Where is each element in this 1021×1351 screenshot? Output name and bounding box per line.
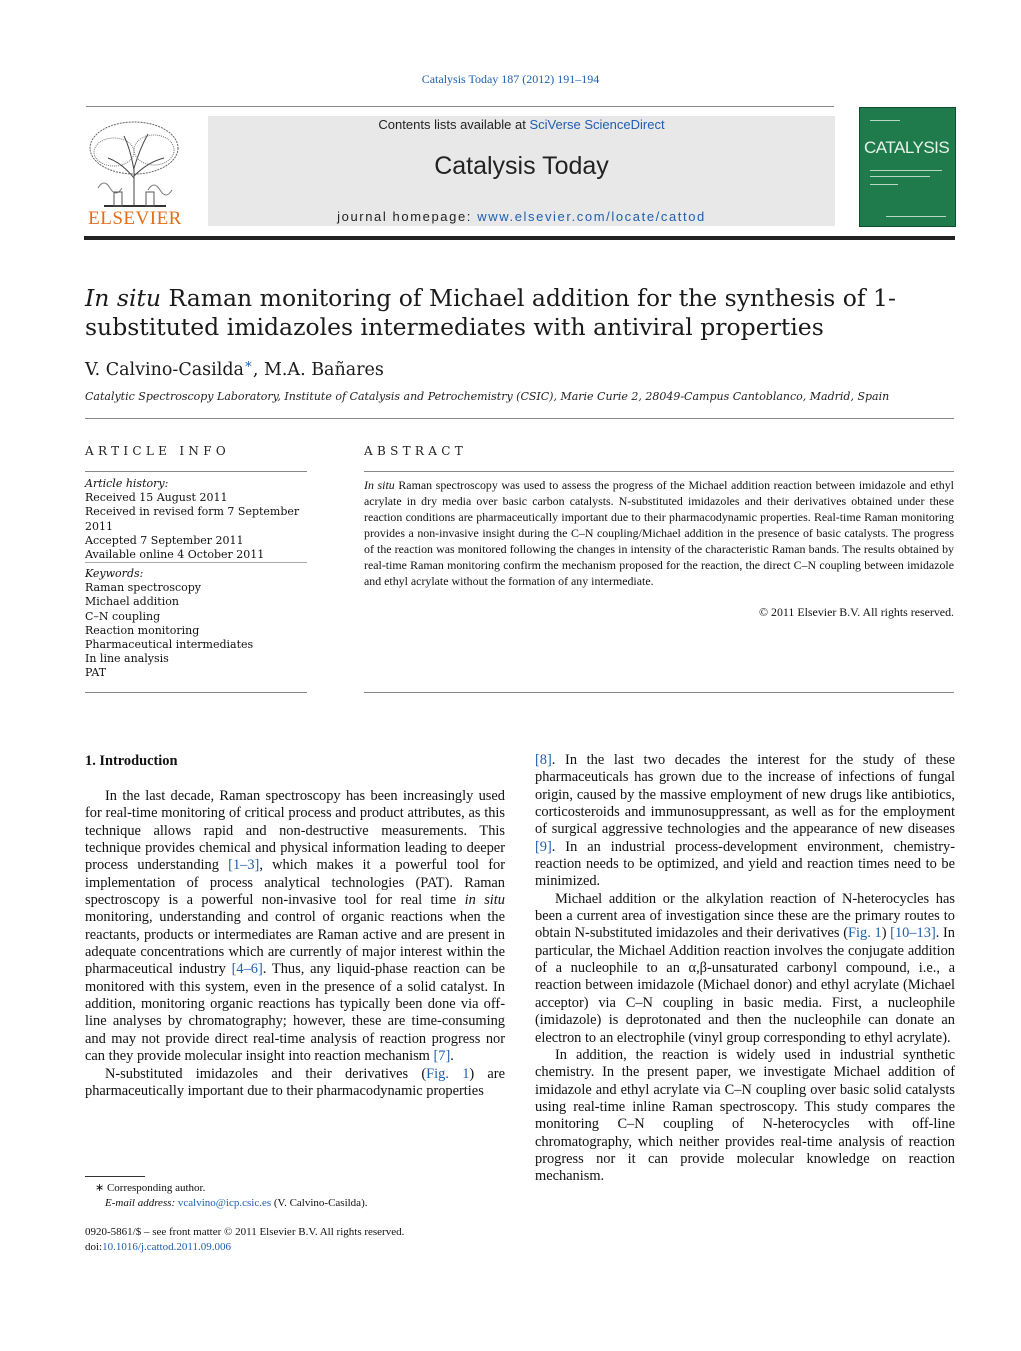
section-heading-introduction: 1. Introduction <box>85 753 178 769</box>
author-separator: , <box>252 359 264 380</box>
keyword-item: C–N coupling <box>85 609 161 623</box>
intro-text: ) <box>881 925 891 942</box>
keyword-item: Michael addition <box>85 595 179 609</box>
contents-prefix: Contents lists available at <box>378 117 530 132</box>
reference-link[interactable]: [7] <box>433 1048 451 1065</box>
homepage-link[interactable]: www.elsevier.com/locate/cattod <box>477 209 706 224</box>
intro-text: . In the last two decades the interest for the study of these pharmaceuticals has grown due to the increase of infections of fungal origin, caused by the massive employment of new drugs like antibiotics, corticosteroids and immunosuppressant, as well as for the employment of surgical aggressive technologies and the appearance of new diseases <box>535 752 955 838</box>
intro-paragraph: In addition, the reaction is widely used in industrial synthetic chemistry. In the present paper, we investigate Michael addition of imidazole and ethyl acrylate via C–N coupling over basic solid catalysts using real-time inline Raman spectroscopy. This study compares the monitoring C–N coupling of N-heterocycles with off-line chromatography, which neither provides real-time analysis of reaction progress nor it can provide molecular knowledge on reaction mechanism. <box>535 1046 955 1185</box>
journal-citation[interactable]: Catalysis Today 187 (2012) 191–194 <box>421 72 600 86</box>
reference-link[interactable]: [1–3] <box>228 857 260 874</box>
article-title <box>85 284 955 342</box>
abstract-text <box>364 477 954 589</box>
journal-cover-thumbnail[interactable] <box>859 107 956 227</box>
cover-title: CATALYSIS <box>864 138 950 157</box>
footnote-text: Corresponding author. <box>104 1182 206 1194</box>
issn-line: 0920-5861/$ – see front matter © 2011 Elsevier B.V. All rights reserved. <box>85 1226 405 1238</box>
intro-text: Michael addition or the alkylation reaction of N-heterocycles has been a current area of investigation since these are the primary routes to obtain N-substituted imidazoles and their derivatives ( <box>535 890 955 942</box>
article-info-divider <box>85 562 307 563</box>
reference-link[interactable]: [9] <box>535 838 552 855</box>
keyword-item: Reaction monitoring <box>85 623 200 637</box>
elsevier-tree-icon <box>84 118 186 208</box>
corresponding-author-mark[interactable]: ∗ <box>243 357 253 372</box>
email-label: E-mail address: <box>105 1197 176 1209</box>
author-list <box>85 357 384 380</box>
body-column-left <box>85 788 505 1100</box>
abstract-copyright: © 2011 Elsevier B.V. All rights reserved. <box>759 605 954 619</box>
contents-line <box>208 117 835 132</box>
history-item: Available online 4 October 2011 <box>85 548 265 562</box>
intro-text: N-substituted imidazoles and their derivatives ( <box>105 1065 427 1082</box>
sciencedirect-link[interactable]: SciVerse ScienceDirect <box>529 117 665 132</box>
intro-italic-text: in situ <box>464 892 505 909</box>
affiliation: Catalytic Spectroscopy Laboratory, Institute of Catalysis and Petrochemistry (CSIC), Marie Curie 2, 28049-Campus Cantoblanco, Madrid, Spain <box>85 390 890 403</box>
article-info-rule-bottom <box>85 692 307 693</box>
intro-text: . <box>450 1048 454 1065</box>
keyword-item: PAT <box>85 666 107 680</box>
intro-text: . In particular, the Michael Addition reaction involves the conjugate addition of a nucleophile to an α,β-unsaturated carbonyl compound, i.e., a reaction between imidazole (Michael donor) and ethyl acrylate (Michael acceptor) via C–N coupling in basic media. First, a nucleophile (imidazole) is deprotonated and then the nucleophile can donate an electron to an electrophile (vinyl group corresponding to ethyl acrylate). <box>535 925 955 1046</box>
abstract-body: Raman spectroscopy was used to assess the progress of the Michael addition reaction between imidazole and ethyl acrylate in dry media over basic carbon catalysts. N-substituted imidazoles and their derivatives obtained under these reaction conditions are pharmaceutically important due to their pharmacodynamic properties. Real-time Raman monitoring provides a non-invasive insight during the C–N coupling/Michael addition in the presence of basic catalysts. The progress of the reaction was monitored following the changes in intensity of the characteristic Raman bands. The results obtained by real-time Raman monitoring confirm the mechanism proposed for the reaction, the direct C–N coupling between imidazole and ethyl acrylate without the formation of any intermediate. <box>364 478 954 588</box>
intro-paragraph <box>85 788 505 1066</box>
article-info-heading: ARTICLE INFO <box>85 444 230 458</box>
history-item: Accepted 7 September 2011 <box>85 533 244 547</box>
header-rule-top <box>86 106 834 107</box>
footnote-line <box>85 1181 505 1196</box>
cover-decor-line <box>870 120 900 121</box>
intro-text: , which makes it a powerful tool for implementation of process analytical technologies (PAT). Raman spectroscopy is a powerful non-invasive tool for real time <box>85 857 505 909</box>
abstract-rule <box>364 471 954 472</box>
intro-text: ) are pharmaceutically important due to their pharmacodynamic properties <box>85 1065 505 1099</box>
abstract-heading: ABSTRACT <box>364 444 467 458</box>
footnote-mark: ∗ <box>95 1182 105 1194</box>
intro-paragraph <box>535 752 955 891</box>
homepage-prefix: journal homepage: <box>337 209 478 224</box>
history-heading: Article history: <box>85 477 169 490</box>
intro-paragraph <box>85 1066 505 1101</box>
reference-link[interactable]: [10–13] <box>890 925 936 942</box>
keywords <box>85 567 310 681</box>
elsevier-logo[interactable] <box>84 118 186 230</box>
doi-line <box>85 1240 505 1255</box>
intro-text: monitoring, understanding and control of organic reactions when the reactants, products or intermediates are Raman active and are present in adequate concentrations which are currently of major interest within the pharmaceutical industry <box>85 909 505 978</box>
cover-decor-line <box>870 176 930 177</box>
title-rest: Raman monitoring of Michael addition for the synthesis of 1-substituted imidazoles intermediates with antiviral properties <box>85 284 896 341</box>
corresponding-author-footnote <box>85 1181 505 1211</box>
header-rule-bottom <box>84 236 955 240</box>
figure-link[interactable]: Fig. 1 <box>426 1065 470 1082</box>
journal-title[interactable]: Catalysis Today <box>434 152 609 180</box>
footnote-email-line <box>85 1196 505 1211</box>
doi-prefix: doi: <box>85 1241 103 1253</box>
history-item: Received 15 August 2011 <box>85 491 228 505</box>
intro-paragraph <box>535 891 955 1047</box>
article-info-rule <box>85 471 307 472</box>
history-item: Received in revised form 7 September 2011 <box>85 505 300 533</box>
email-owner: (V. Calvino-Casilda). <box>271 1197 368 1209</box>
title-italic: In situ <box>85 284 162 312</box>
figure-link[interactable]: Fig. 1 <box>848 925 882 942</box>
cover-decor-line <box>886 216 946 217</box>
reference-link[interactable]: [8] <box>535 752 552 768</box>
reference-link[interactable]: [4–6] <box>231 961 263 978</box>
elsevier-wordmark: ELSEVIER <box>88 208 182 229</box>
journal-homepage-line <box>208 209 835 224</box>
article-history <box>85 477 310 562</box>
affiliation-rule <box>85 418 954 419</box>
intro-text: . In an industrial process-development environment, chemistry-reaction needs to be optimized, and yield and reaction times need to be minimized. <box>535 838 955 890</box>
cover-decor-line <box>870 184 898 185</box>
body-column-right <box>535 752 955 1186</box>
intro-text: . Thus, any liquid-phase reaction can be monitored with this system, even in the presence of a solid catalyst. In addition, monitoring organic reactions has typically been done via off-line analyses by chromatography; however, these are time-consuming and may not provide direct real-time analysis of reaction progress nor can they provide molecular insight into reaction mechanism <box>85 961 505 1065</box>
keyword-item: In line analysis <box>85 652 169 666</box>
email-link[interactable]: vcalvino@icp.csic.es <box>177 1197 272 1209</box>
front-matter <box>85 1225 505 1255</box>
author-1[interactable]: V. Calvino-Casilda <box>85 359 244 380</box>
keyword-item: Pharmaceutical intermediates <box>85 638 254 652</box>
abstract-lead-italic: In situ <box>364 478 395 492</box>
abstract-rule-bottom <box>364 692 954 693</box>
cover-decor-line <box>870 170 942 171</box>
doi-link[interactable]: 10.1016/j.cattod.2011.09.006 <box>102 1241 231 1253</box>
author-2[interactable]: M.A. Bañares <box>263 359 384 380</box>
intro-text: In the last decade, Raman spectroscopy has been increasingly used for real-time monitoring of critical process and product attributes, as this technique allows rapid and non-destructive measurements. This technique provides chemical and physical information leading to deeper process understanding <box>85 788 505 874</box>
footnote-rule <box>85 1176 145 1177</box>
keyword-item: Raman spectroscopy <box>85 581 202 595</box>
keywords-heading: Keywords: <box>85 567 144 580</box>
